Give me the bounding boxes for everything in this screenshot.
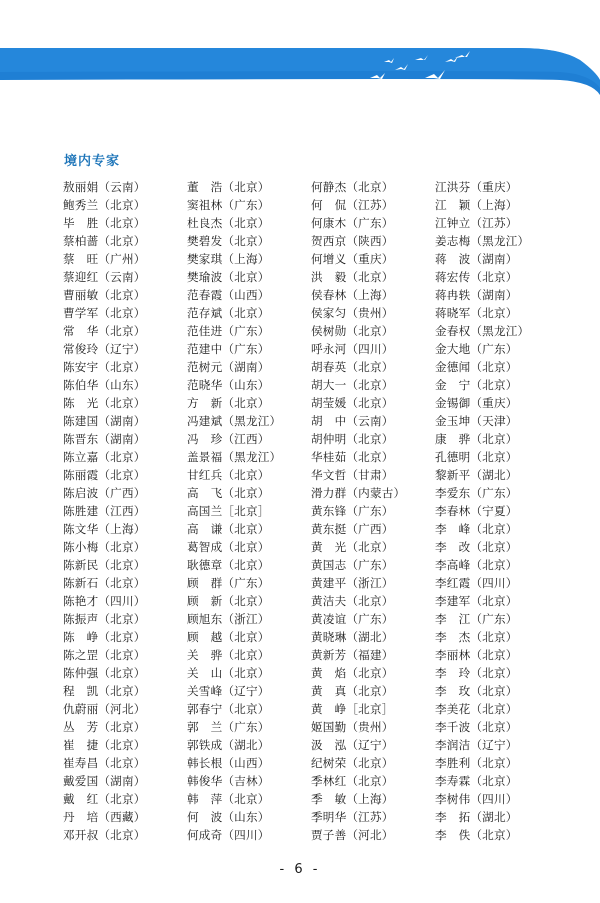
expert-entry: 胡莹媛（北京） <box>311 396 394 410</box>
expert-entry: 黄洁夫（北京） <box>311 594 394 608</box>
expert-entry: 陈艳才（四川） <box>63 594 146 608</box>
expert-entry: 何成奇（四川） <box>187 828 270 842</box>
expert-entry: 范树元（湖南） <box>187 360 270 374</box>
expert-entry: 李美花（北京） <box>435 702 518 716</box>
expert-entry: 蔡迎红（云南） <box>63 270 146 284</box>
expert-entry: 黄新芳（福建） <box>311 648 394 662</box>
expert-entry: 陈新石（北京） <box>63 576 146 590</box>
expert-entry: 郭铁成（湖北） <box>187 738 270 752</box>
expert-entry: 李建军（北京） <box>435 594 518 608</box>
expert-entry: 李胜利（北京） <box>435 756 518 770</box>
expert-entry: 韩长根（山西） <box>187 756 270 770</box>
expert-entry: 仇蔚丽（河北） <box>63 702 146 716</box>
expert-entry: 耿德章（北京） <box>187 558 270 572</box>
expert-entry: 高国兰［北京］ <box>187 504 270 518</box>
header-banner <box>0 0 600 110</box>
expert-entry: 蒋冉轶（湖南） <box>435 288 518 302</box>
expert-entry: 杜良杰（北京） <box>187 216 270 230</box>
expert-entry: 胡大一（北京） <box>311 378 394 392</box>
expert-entry: 韩俊华（吉林） <box>187 774 270 788</box>
expert-entry: 蒋晓军（北京） <box>435 306 518 320</box>
expert-entry: 陈新民（北京） <box>63 558 146 572</box>
expert-entry: 李 杰（北京） <box>435 630 518 644</box>
expert-entry: 李高峰（北京） <box>435 558 518 572</box>
expert-entry: 陈 峥（北京） <box>63 630 146 644</box>
expert-entry: 陈立嘉（北京） <box>63 450 146 464</box>
expert-entry: 胡春英（北京） <box>311 360 394 374</box>
expert-entry: 金春权（黑龙江） <box>435 324 530 338</box>
expert-entry: 陈胜建（江西） <box>63 504 146 518</box>
expert-entry: 顾 越（北京） <box>187 630 270 644</box>
expert-entry: 李 拓（湖北） <box>435 810 518 824</box>
expert-entry: 季 敏（上海） <box>311 792 394 806</box>
expert-entry: 甘红兵（北京） <box>187 468 270 482</box>
expert-entry: 范佳进（广东） <box>187 324 270 338</box>
expert-entry: 李 改（北京） <box>435 540 518 554</box>
expert-entry: 黄 峥［北京］ <box>311 702 394 716</box>
expert-entry: 李寿霖（北京） <box>435 774 518 788</box>
expert-entry: 孔德明（北京） <box>435 450 518 464</box>
expert-entry: 黄晓琳（湖北） <box>311 630 394 644</box>
expert-entry: 范存斌（北京） <box>187 306 270 320</box>
expert-entry: 李丽林（北京） <box>435 648 518 662</box>
expert-entry: 康 骅（北京） <box>435 432 518 446</box>
expert-entry: 范晓华（山东） <box>187 378 270 392</box>
expert-entry: 毕 胜（北京） <box>63 216 146 230</box>
expert-entry: 姜志梅（黑龙江） <box>435 234 530 248</box>
expert-entry: 陈小梅（北京） <box>63 540 146 554</box>
expert-entry: 陈振声（北京） <box>63 612 146 626</box>
expert-entry: 李 江（广东） <box>435 612 518 626</box>
expert-entry: 侯树勋（北京） <box>311 324 394 338</box>
expert-entry: 黄建平（浙江） <box>311 576 394 590</box>
page-number: - 6 - <box>279 862 321 877</box>
expert-entry: 高 谦（北京） <box>187 522 270 536</box>
expert-entry: 金德闻（北京） <box>435 360 518 374</box>
expert-entry: 黄东挺（广西） <box>311 522 394 536</box>
expert-entry: 樊瑜波（北京） <box>187 270 270 284</box>
expert-entry: 戴爱国（湖南） <box>63 774 146 788</box>
expert-entry: 李爱东（广东） <box>435 486 518 500</box>
expert-entry: 何 侃（江苏） <box>311 198 394 212</box>
bird-icon <box>470 80 485 87</box>
expert-entry: 黎新平（湖北） <box>435 468 518 482</box>
expert-entry: 范春霞（山西） <box>187 288 270 302</box>
expert-entry: 何 波（山东） <box>187 810 270 824</box>
expert-entry: 李红霞（四川） <box>435 576 518 590</box>
expert-entry: 何增义（重庆） <box>311 252 394 266</box>
expert-entry: 侯家匀（贵州） <box>311 306 394 320</box>
expert-entry: 滑力群（内蒙古） <box>311 486 406 500</box>
expert-entry: 陈丽霞（北京） <box>63 468 146 482</box>
expert-entry: 郭春宁（北京） <box>187 702 270 716</box>
expert-entry: 窦祖林（广东） <box>187 198 270 212</box>
expert-entry: 李润洁（辽宁） <box>435 738 518 752</box>
expert-entry: 陈文华（上海） <box>63 522 146 536</box>
expert-entry: 黄 焰（北京） <box>311 666 394 680</box>
expert-entry: 关 山（北京） <box>187 666 270 680</box>
expert-entry: 黄 光（北京） <box>311 540 394 554</box>
expert-entry: 陈伯华（山东） <box>63 378 146 392</box>
expert-entry: 陈建国（湖南） <box>63 414 146 428</box>
expert-entry: 李树伟（四川） <box>435 792 518 806</box>
expert-entry: 丹 培（西藏） <box>63 810 146 824</box>
expert-entry: 关雪峰（辽宁） <box>187 684 270 698</box>
expert-entry: 李 玫（北京） <box>435 684 518 698</box>
expert-entry: 江 颖（上海） <box>435 198 518 212</box>
expert-entry: 贺西京（陕西） <box>311 234 394 248</box>
banner-wave-highlight <box>0 48 600 88</box>
expert-entry: 金锡御（重庆） <box>435 396 518 410</box>
expert-entry: 胡仲明（北京） <box>311 432 394 446</box>
expert-entry: 黄国志（广东） <box>311 558 394 572</box>
expert-entry: 何康木（广东） <box>311 216 394 230</box>
expert-entry: 蔡 旺（广州） <box>63 252 146 266</box>
expert-entry: 汲 泓（辽宁） <box>311 738 394 752</box>
expert-entry: 蒋宏传（北京） <box>435 270 518 284</box>
bird-icon <box>340 79 357 86</box>
expert-entry: 顾旭东（浙江） <box>187 612 270 626</box>
expert-entry: 季明华（江苏） <box>311 810 394 824</box>
expert-entry: 冯 珍（江西） <box>187 432 270 446</box>
expert-entry: 金 宁（北京） <box>435 378 518 392</box>
expert-entry: 高 飞（北京） <box>187 486 270 500</box>
expert-entry: 常俊玲（辽宁） <box>63 342 146 356</box>
expert-entry: 关 骅（北京） <box>187 648 270 662</box>
expert-entry: 陈安宇（北京） <box>63 360 146 374</box>
expert-column <box>435 178 553 844</box>
expert-entry: 姬国勤（贵州） <box>311 720 394 734</box>
expert-entry: 方 新（北京） <box>187 396 270 410</box>
expert-entry: 华桂茹（北京） <box>311 450 394 464</box>
expert-entry: 黄东锋（广东） <box>311 504 394 518</box>
expert-entry: 顾 群（广东） <box>187 576 270 590</box>
expert-entry: 郭 兰（广东） <box>187 720 270 734</box>
expert-entry: 范建中（广东） <box>187 342 270 356</box>
expert-entry: 陈之罡（北京） <box>63 648 146 662</box>
expert-entry: 何静杰（北京） <box>311 180 394 194</box>
expert-entry: 董 浩（北京） <box>187 180 270 194</box>
expert-entry: 韩 萍（北京） <box>187 792 270 806</box>
expert-entry: 曹学军（北京） <box>63 306 146 320</box>
expert-entry: 冯建斌（黑龙江） <box>187 414 282 428</box>
expert-entry: 陈仲强（北京） <box>63 666 146 680</box>
expert-entry: 崔寿昌（北京） <box>63 756 146 770</box>
expert-entry: 鲍秀兰（北京） <box>63 198 146 212</box>
expert-entry: 顾 新（北京） <box>187 594 270 608</box>
expert-entry: 陈 光（北京） <box>63 396 146 410</box>
expert-entry: 盖景福（黑龙江） <box>187 450 282 464</box>
expert-entry: 李 佚（北京） <box>435 828 518 842</box>
expert-entry: 戴 红（北京） <box>63 792 146 806</box>
expert-entry: 季林红（北京） <box>311 774 394 788</box>
expert-entry: 敖丽娟（云南） <box>63 180 146 194</box>
expert-entry: 金玉坤（天津） <box>435 414 518 428</box>
expert-entry: 陈启波（广西） <box>63 486 146 500</box>
expert-column <box>187 178 305 844</box>
expert-entry: 葛智成（北京） <box>187 540 270 554</box>
expert-entry: 洪 毅（北京） <box>311 270 394 284</box>
expert-entry: 黄凌谊（广东） <box>311 612 394 626</box>
expert-entry: 蔡柏蔷（北京） <box>63 234 146 248</box>
expert-entry: 樊家琪（上海） <box>187 252 270 266</box>
expert-entry: 黄 真（北京） <box>311 684 394 698</box>
expert-entry: 李 玲（北京） <box>435 666 518 680</box>
bird-icon <box>404 80 415 85</box>
expert-entry: 丛 芳（北京） <box>63 720 146 734</box>
expert-entry: 李春林（宁夏） <box>435 504 518 518</box>
expert-entry: 蒋 波（湖南） <box>435 252 518 266</box>
expert-entry: 华文哲（甘肃） <box>311 468 394 482</box>
expert-entry: 纪树荣（北京） <box>311 756 394 770</box>
expert-entry: 曹丽敏（北京） <box>63 288 146 302</box>
expert-entry: 常 华（北京） <box>63 324 146 338</box>
expert-entry: 贾子善（河北） <box>311 828 394 842</box>
expert-entry: 胡 中（云南） <box>311 414 394 428</box>
expert-entry: 江钟立（江苏） <box>435 216 518 230</box>
expert-entry: 李千波（北京） <box>435 720 518 734</box>
expert-entry: 江洪芬（重庆） <box>435 180 518 194</box>
expert-column <box>311 178 429 844</box>
expert-list <box>63 178 563 844</box>
section-title: 境内专家 <box>64 154 121 169</box>
expert-entry: 崔 捷（北京） <box>63 738 146 752</box>
expert-entry: 呼永河（四川） <box>311 342 394 356</box>
expert-entry: 侯春林（上海） <box>311 288 394 302</box>
expert-column <box>63 178 181 844</box>
expert-entry: 樊碧发（北京） <box>187 234 270 248</box>
expert-entry: 陈晋东（湖南） <box>63 432 146 446</box>
expert-entry: 邓开叔（北京） <box>63 828 146 842</box>
expert-entry: 金大地（广东） <box>435 342 518 356</box>
expert-entry: 程 凯（北京） <box>63 684 146 698</box>
expert-entry: 李 峰（北京） <box>435 522 518 536</box>
banner-graphic <box>0 0 600 110</box>
